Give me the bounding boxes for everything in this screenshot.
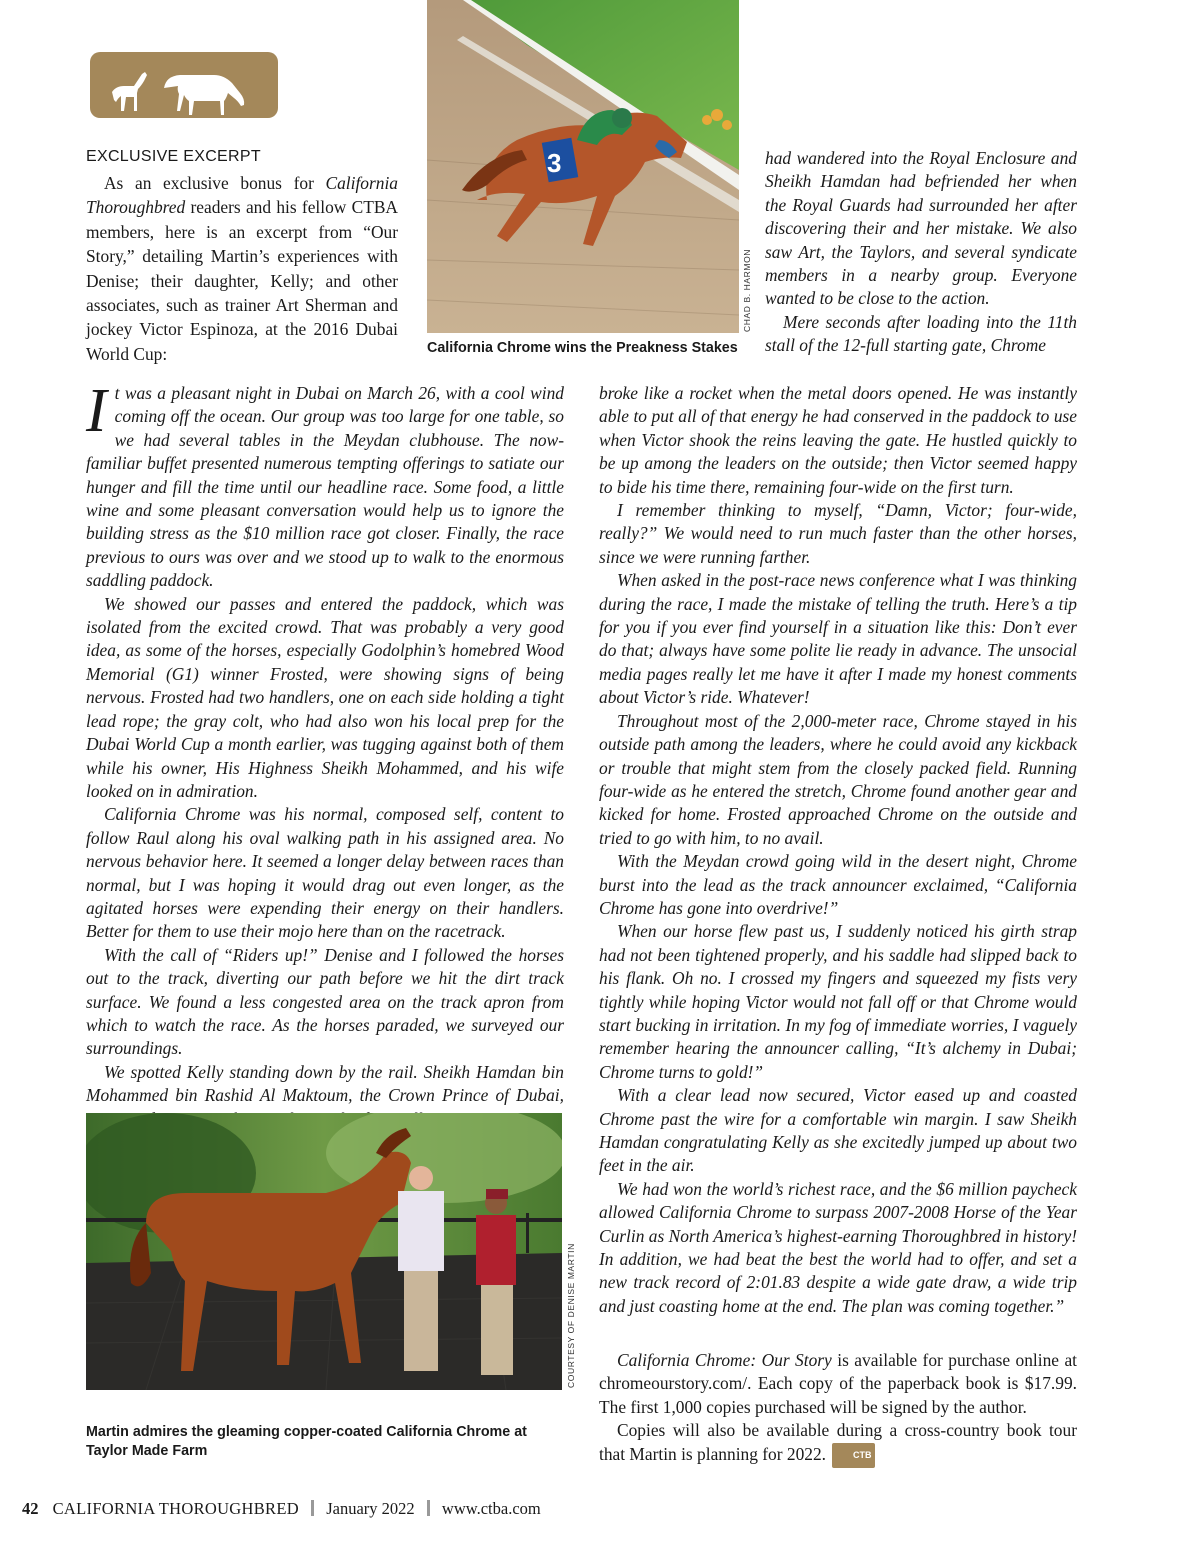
photo-preakness bbox=[427, 0, 739, 333]
drop-cap: I bbox=[86, 377, 107, 445]
photo-taylor-made-farm bbox=[86, 1113, 562, 1390]
page-footer bbox=[22, 1499, 541, 1519]
page-number: 42 bbox=[22, 1499, 39, 1518]
svg-text:3: 3 bbox=[547, 148, 562, 178]
intro-paragraph bbox=[86, 171, 398, 366]
footer-publication: CALIFORNIA THOROUGHBRED bbox=[52, 1499, 299, 1518]
photo-credit-bottom: COURTESY OF DENISE MARTIN bbox=[566, 1243, 576, 1388]
promo-text: Copies will also be available during a cross-country book tour that Martin is planning for 2022. bbox=[599, 1420, 1077, 1464]
story-paragraph: California Chrome was his normal, composed self, content to follow Raul along his oval walking path in his assigned area. No nervous behavior here. It seemed a longer delay between races than normal, but I was hoping it would drag out even longer, as the agitated horses were expending their energy on their handlers. Better for them to use their mojo here than on the racetrack. bbox=[86, 804, 564, 942]
story-text: t was a pleasant night in Dubai on March 26, with a cool wind coming off the ocean. Our group was too large for one table, so we had several tables in the Meydan clubhouse. The now-familiar buffet presented numerous tempting offerings to satiate our hunger and fill the time until our headline race. Some food, a little wine and some pleasant conversation would help us to ignore the building stress as the $10 million race got closer. Finally, the race previous to ours was over and we stood up to walk to the enormous saddling paddock. bbox=[86, 383, 564, 591]
story-paragraph: When our horse flew past us, I suddenly noticed his girth strap had not been tightened properly, and his saddle had slipped back to his flank. Oh no. I crossed my fingers and squeezed my fists very tightly while hoping Victor would not fall off or that Chrome would start bucking in irritation. In my fog of immediate worries, I vaguely remember hearing the announcer calling, “It’s alchemy in Dubai; Chrome turns to gold!” bbox=[599, 921, 1077, 1082]
story-paragraph: With the call of “Riders up!” Denise and I followed the horses out to the track, diverting our path before we hit the dirt track surface. We found a less congested area on the track apron from which to watch the race. As the horses paraded, we surveyed our surroundings. bbox=[86, 944, 564, 1059]
mare-and-foal-icon bbox=[90, 52, 278, 118]
photo-caption-bottom: Martin admires the gleaming copper-coated California Chrome at Taylor Made Farm bbox=[86, 1424, 527, 1459]
footer-url[interactable]: www.ctba.com bbox=[441, 1499, 541, 1518]
promo-paragraph bbox=[599, 1349, 1077, 1419]
promo-paragraph bbox=[599, 1419, 1077, 1468]
footer-issue: January 2022 bbox=[326, 1499, 415, 1518]
section-heading: EXCLUSIVE EXCERPT bbox=[86, 148, 261, 165]
story-paragraph: had wandered into the Royal Enclosure and Sheikh Hamdan had befriended her when the Royal Guards had surrounded her after discovering their and her mistake. We also saw Art, the Taylors, and several syndicate members in a nearby group. Everyone wanted to be close to the action. bbox=[765, 148, 1077, 309]
story-column-right-top bbox=[765, 147, 1077, 358]
book-promo bbox=[599, 1349, 1077, 1468]
magazine-logo bbox=[90, 52, 278, 118]
story-paragraph: We had won the world’s richest race, and the $6 million paycheck allowed California Chrome to surpass 2007-2008 Horse of the Year Curlin as North America’s highest-earning Thoroughbred in history! In addition, we had beat the best the world had to offer, and set a new track record of 2:01.83 despite a wide gate draw, a wide trip and just coasting home at the end. The plan was coming together.” bbox=[599, 1178, 1077, 1316]
story-paragraph: Throughout most of the 2,000-meter race, Chrome stayed in his outside path among the leaders, where he could avoid any kickback or trouble that might stem from the closely packed field. Running four-wide as he entered the stretch, Chrome found another gear and kicked for home. Frosted approached Chrome on the outside and tried to go with him, to no avail. bbox=[599, 710, 1077, 848]
story-paragraph: We spotted Kelly standing down by the rail. Sheikh Hamdan bin Mohammed bin Rashid Al Maktoum, the Crown Prince of Dubai, bbox=[86, 1061, 564, 1106]
story-paragraph: With the Meydan crowd going wild in the desert night, Chrome burst into the lead as the track announcer exclaimed, “California Chrome has gone into overdrive!” bbox=[599, 851, 1077, 918]
story-paragraph: Mere seconds after loading into the 11th stall of the 12-full starting gate, Chrome bbox=[765, 311, 1077, 356]
book-title: California Chrome: Our Story bbox=[617, 1350, 832, 1370]
photo-caption-top: California Chrome wins the Preakness Stakes bbox=[427, 340, 738, 356]
story-column-left bbox=[86, 377, 564, 1131]
story-paragraph: When asked in the post-race news conference what I was thinking during the race, I made the mistake of telling the truth. Here’s a tip for you if you ever find yourself in a situation like this: Don’t ever do that; always have some polite lie ready in advance. The unsocial media pages really let me have it after I made my honest comments about Victor’s ride. Whatever! bbox=[599, 570, 1077, 708]
photo-credit-top: CHAD B. HARMON bbox=[742, 248, 752, 332]
story-paragraph: With a clear lead now secured, Victor eased up and coasted Chrome past the wire for a comfortable win margin. I saw Sheikh Hamdan congratulating Kelly as she excitedly jumped up about two feet in the air. bbox=[599, 1085, 1077, 1176]
story-column-right bbox=[599, 382, 1077, 1318]
end-mark-icon: CTB bbox=[832, 1443, 875, 1468]
story-paragraph: broke like a rocket when the metal doors opened. He was instantly able to put all of that energy he had conserved in the paddock to use when Victor shook the reins leaving the gate. He hustled quickly to be up among the leaders on the outside; then Victor seemed happy to bide his time there, remaining four-wide on the first turn. bbox=[599, 383, 1077, 497]
story-paragraph: I remember thinking to myself, “Damn, Victor; four-wide, really?” We would need to run much faster than the other horses, since we were running farther. bbox=[599, 500, 1077, 567]
intro-text-c: readers and his fellow CTBA members, here is an excerpt from “Our Story,” detailing Martin’s experiences with Denise; their daughter, Kelly; and other associates, such as trainer Art Sherman and jockey Victor Espinoza, at the 2016 Dubai World Cup: bbox=[86, 197, 398, 364]
story-paragraph: We showed our passes and entered the paddock, which was isolated from the excited crowd. That was probably a very good idea, as some of the horses, especially Godolphin’s homebred Wood Memorial (G1) winner Frosted, were showing signs of being nervous. Frosted had two handlers, one on each side holding a tight lead rope; the gray colt, who had also won his local prep for the Dubai World Cup a month earlier, was tugging against both of them while his owner, His Highness Sheikh Mohammed, and his wife looked on in admiration. bbox=[86, 593, 564, 801]
footer-divider bbox=[311, 1500, 314, 1516]
story-paragraph bbox=[86, 377, 564, 593]
intro-text-a: As an exclusive bonus for bbox=[104, 173, 326, 193]
promo-text: is available for purchase online at chromeourstory.com/. Each copy of the paperback book is $17.99. The first 1,000 copies purchased will be signed by the author. bbox=[599, 1350, 1078, 1417]
intro-publication-title: California Thoroughbred bbox=[86, 173, 398, 218]
footer-divider bbox=[427, 1500, 430, 1516]
